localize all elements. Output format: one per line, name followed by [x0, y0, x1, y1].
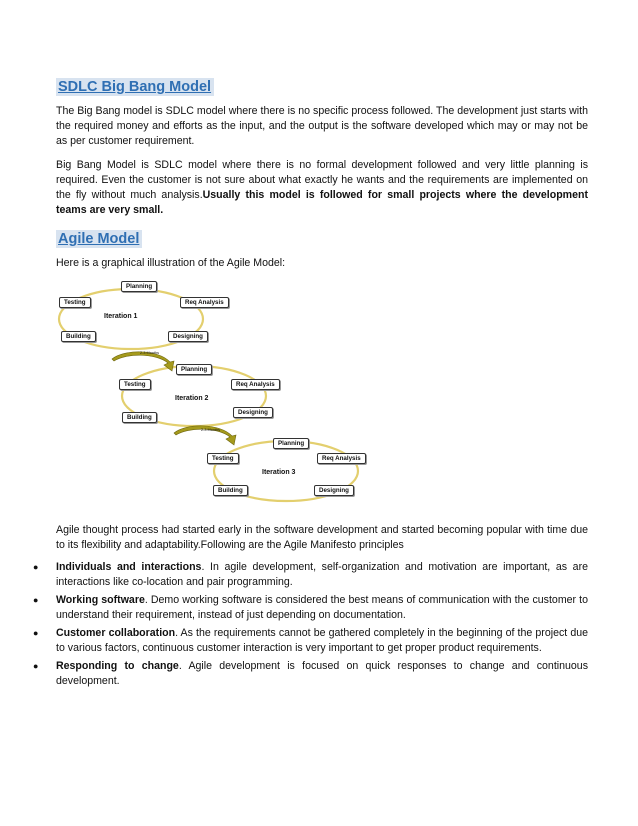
iteration-3-req-analysis: Req Analysis: [317, 453, 366, 464]
agile-after-diagram: Agile thought process had started early in the software development and started becoming popular with time due to its flexibility and adaptability.Following are the Agile Manifesto principles: [56, 524, 588, 551]
principle-text: . Agile development is focused on quick responses to change and continuous development.: [56, 660, 588, 687]
iteration-3-label: Iteration 3: [262, 469, 296, 476]
iteration-2-planning: Planning: [176, 364, 212, 375]
big-bang-paragraph-2-bold: Usually this model is followed for small projects where the development teams are very small.: [56, 189, 588, 216]
principle-title: Responding to change: [56, 660, 179, 672]
arrow-label-1: 2-3 Months: [140, 351, 159, 355]
iteration-3-designing: Designing: [314, 485, 354, 496]
iteration-2-building: Building: [122, 412, 157, 423]
iteration-3-testing: Testing: [207, 453, 239, 464]
list-item: [33, 659, 588, 689]
agile-intro: Here is a graphical illustration of the Agile Model:: [56, 257, 286, 269]
document-page: [33, 78, 588, 692]
iteration-2-label: Iteration 2: [175, 395, 209, 402]
principle-title: Customer collaboration: [56, 627, 176, 639]
iteration-2-designing: Designing: [233, 407, 273, 418]
arrow-label-2: 2-3 Months: [201, 428, 220, 432]
bullet-icon: ●: [33, 661, 39, 671]
list-item: [33, 626, 588, 656]
list-item: [33, 560, 588, 590]
heading-big-bang: SDLC Big Bang Model: [56, 78, 214, 96]
agile-manifesto-list: [33, 560, 588, 689]
list-item: [33, 593, 588, 623]
iteration-2-testing: Testing: [119, 379, 151, 390]
iteration-1-testing: Testing: [59, 297, 91, 308]
iteration-1-building: Building: [61, 331, 96, 342]
iteration-1-label: Iteration 1: [104, 313, 138, 320]
agile-diagram: [56, 281, 386, 511]
big-bang-paragraph-2: [56, 158, 588, 218]
principle-title: Working software: [56, 594, 145, 606]
principle-text: . Demo working software is considered the best means of communication with the customer to understand their requirement, instead of just depending on documentation.: [56, 594, 588, 621]
bullet-icon: ●: [33, 562, 39, 572]
iteration-1-designing: Designing: [168, 331, 208, 342]
principle-title: Individuals and interactions: [56, 561, 202, 573]
iteration-3-building: Building: [213, 485, 248, 496]
iteration-2-req-analysis: Req Analysis: [231, 379, 280, 390]
iteration-1-planning: Planning: [121, 281, 157, 292]
big-bang-paragraph-1: The Big Bang model is SDLC model where there is no specific process followed. The development just starts with the required money and efforts as the input, and the output is the software developed which may or may not be as per customer requirement.: [56, 105, 588, 147]
big-bang-paragraph-2-text: Big Bang Model is SDLC model where there is no formal development followed and very little planning is required. Even the customer is not sure about what exactly he wants and the requirements are implemented on the fly without much analysis.: [56, 159, 588, 201]
iteration-3-planning: Planning: [273, 438, 309, 449]
bullet-icon: ●: [33, 628, 39, 638]
principle-text: . As the requirements cannot be gathered completely in the beginning of the project due to various factors, continuous customer interaction is very important to get proper product requirements.: [56, 627, 588, 654]
iteration-1-req-analysis: Req Analysis: [180, 297, 229, 308]
heading-agile: Agile Model: [56, 230, 142, 248]
principle-text: . In agile development, self-organization and motivation are important, as are interactions like co-location and pair programming.: [56, 561, 588, 588]
bullet-icon: ●: [33, 595, 39, 605]
